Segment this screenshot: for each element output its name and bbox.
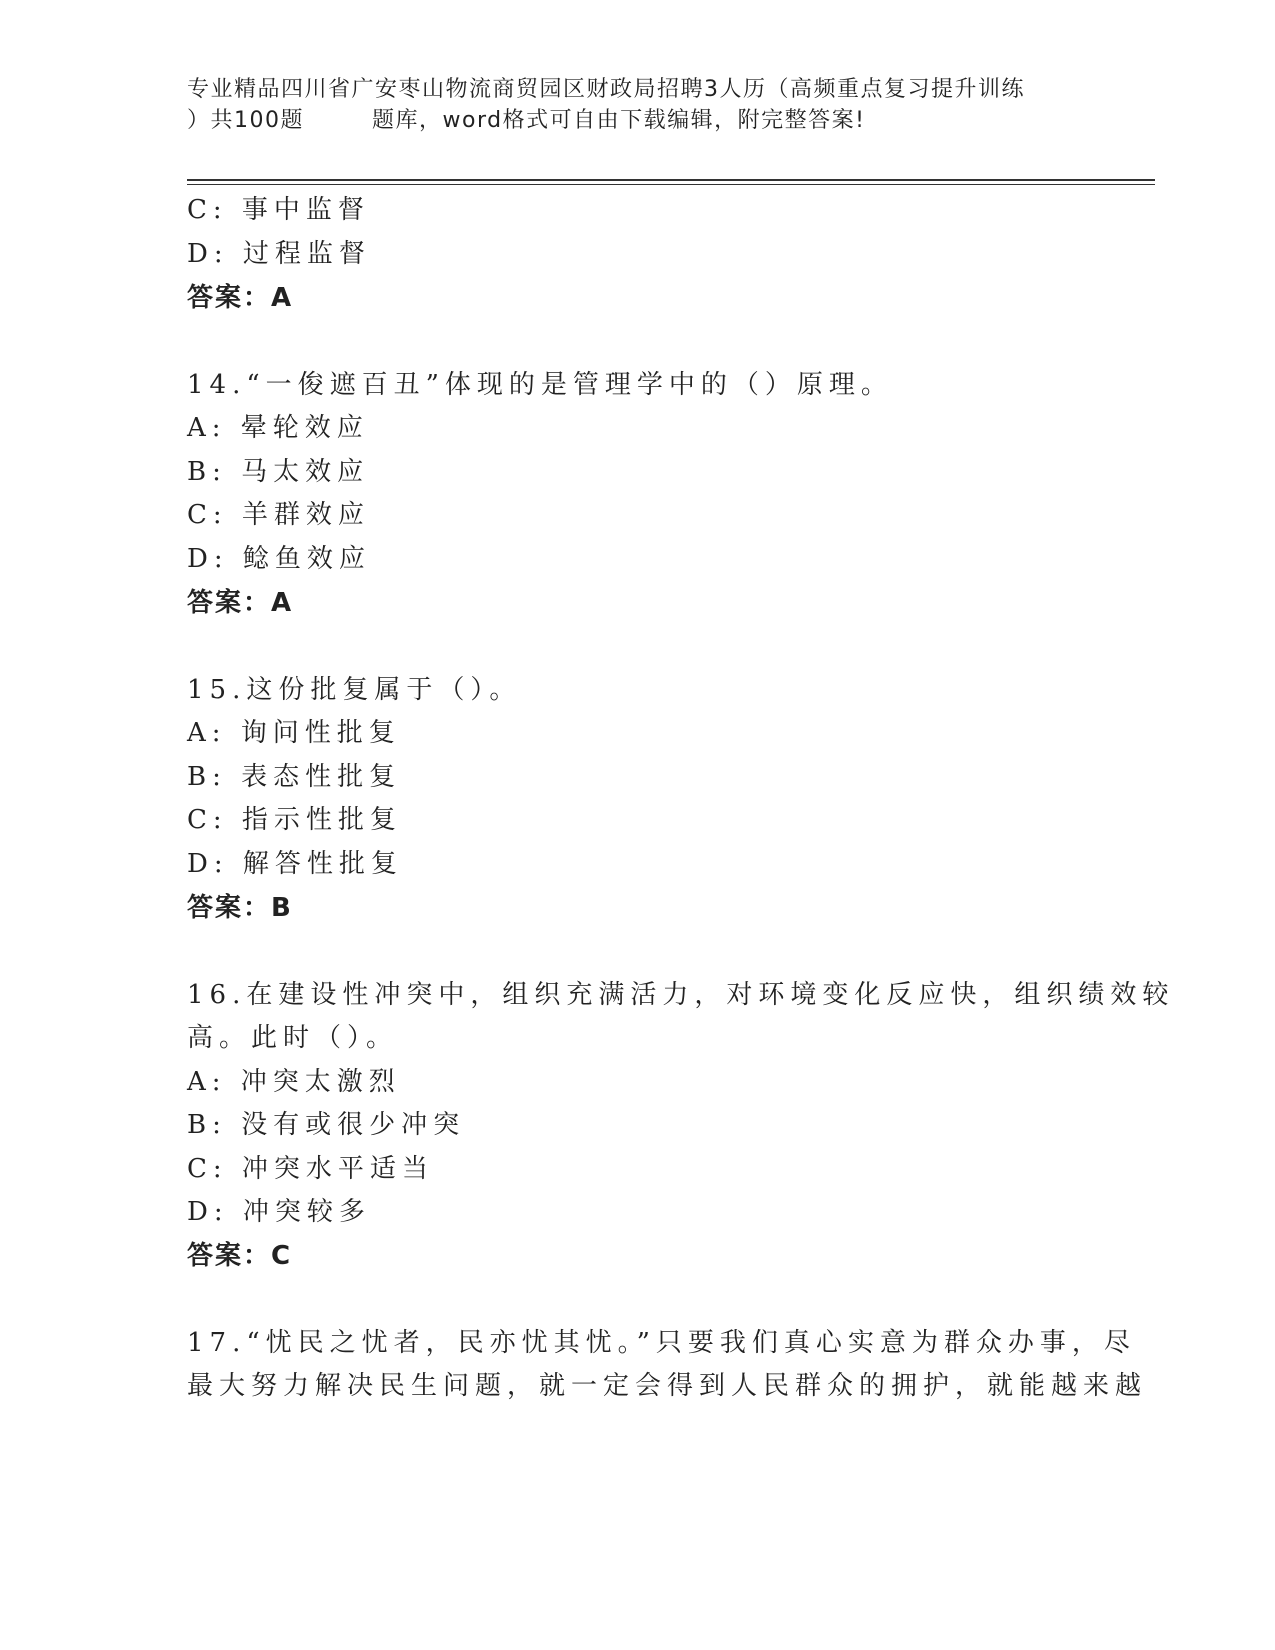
question-16-answer: 答案：C: [187, 1241, 293, 1271]
answer-line: 答案：A: [187, 283, 294, 313]
question-16-option-b: B: 没有或很少冲突: [187, 1110, 466, 1140]
question-16-option-d: D: 冲突较多: [187, 1197, 371, 1227]
question-14-option-a: A: 晕轮效应: [187, 413, 369, 443]
question-15-option-a: A: 询问性批复: [187, 718, 401, 748]
question-15-stem: 15.这份批复属于（）。: [187, 675, 522, 705]
question-17-stem-line2: 最大努力解决民生问题，就一定会得到人民群众的拥护，就能越来越: [187, 1371, 1148, 1401]
option-c: C: 事中监督: [187, 195, 370, 225]
question-16-option-c: C: 冲突水平适当: [187, 1154, 434, 1184]
question-16-stem-line1: 16.在建设性冲突中，组织充满活力，对环境变化反应快，组织绩效较: [187, 980, 1175, 1010]
header-title-line2-b: 题库，word格式可自由下载编辑，附完整答案!: [372, 108, 866, 133]
document-header: [187, 74, 1087, 136]
header-title-line2: [187, 105, 1087, 136]
question-15-option-c: C: 指示性批复: [187, 805, 402, 835]
option-d: D: 过程监督: [187, 239, 371, 269]
question-16-option-a: A: 冲突太激烈: [187, 1067, 401, 1097]
question-14-answer: 答案：A: [187, 588, 294, 618]
question-16-stem-line2: 高。此时（）。: [187, 1023, 399, 1053]
question-15-option-d: D: 解答性批复: [187, 849, 403, 879]
header-title-line1: 专业精品四川省广安枣山物流商贸园区财政局招聘3人历（高频重点复习提升训练: [187, 77, 1025, 102]
question-15-option-b: B: 表态性批复: [187, 762, 402, 792]
question-14-stem: 14.“一俊遮百丑”体现的是管理学中的（）原理。: [187, 370, 893, 400]
question-14-option-b: B: 马太效应: [187, 457, 370, 487]
question-15-answer: 答案：B: [187, 893, 293, 923]
header-divider-thick: [187, 179, 1155, 181]
header-title-line2-a: ）共100题: [187, 108, 304, 133]
question-14-option-c: C: 羊群效应: [187, 500, 370, 530]
question-14-option-d: D: 鲶鱼效应: [187, 544, 371, 574]
header-divider-thin: [187, 184, 1155, 185]
question-17-stem-line1: 17.“忧民之忧者，民亦忧其忧。”只要我们真心实意为群众办事，尽: [187, 1328, 1136, 1358]
